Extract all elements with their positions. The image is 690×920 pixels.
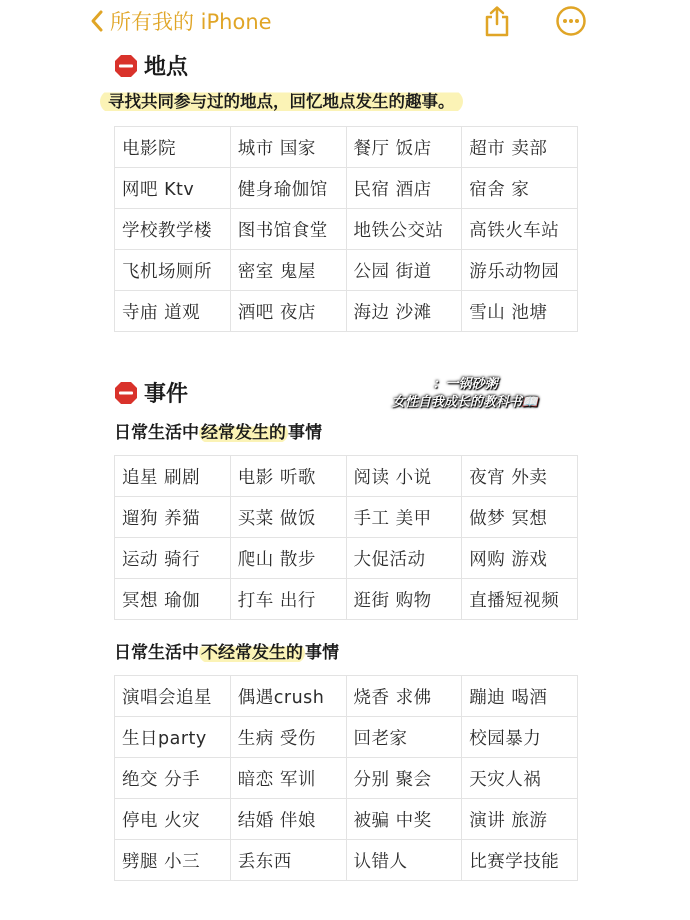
table-row — [115, 168, 578, 209]
infrequent-events-heading: 日常生活中 不经常发生的 事情 — [114, 643, 339, 663]
table-row — [115, 497, 578, 538]
table-row — [115, 291, 578, 332]
frequent-events-table — [114, 455, 578, 620]
table-cell: 阅读 小说 — [346, 456, 462, 497]
table-row — [115, 799, 578, 840]
table-cell: 高铁火车站 — [462, 209, 578, 250]
frequent-events-heading: 日常生活中 经常发生的 事情 — [114, 423, 322, 443]
table-cell: 地铁公交站 — [346, 209, 462, 250]
table-row — [115, 127, 578, 168]
table-cell: 回老家 — [346, 717, 462, 758]
table-cell: 飞机场厕所 — [115, 250, 231, 291]
places-subtitle: 寻找共同参与过的地点，回忆地点发生的趣事。 — [100, 88, 463, 112]
table-cell: 爬山 散步 — [230, 538, 346, 579]
table-cell: 结婚 伴娘 — [230, 799, 346, 840]
table-cell: 电影院 — [115, 127, 231, 168]
places-table — [114, 126, 578, 332]
share-icon — [482, 5, 512, 37]
table-cell: 暗恋 军训 — [230, 758, 346, 799]
table-cell: 演唱会追星 — [115, 676, 231, 717]
table-cell: 图书馆食堂 — [230, 209, 346, 250]
table-cell: 密室 鬼屋 — [230, 250, 346, 291]
table-cell: 冥想 瑜伽 — [115, 579, 231, 620]
table-cell: 直播短视频 — [462, 579, 578, 620]
events-title: 事件 — [144, 382, 189, 407]
table-cell: 绝交 分手 — [115, 758, 231, 799]
share-button[interactable] — [480, 4, 514, 38]
table-cell: 健身瑜伽馆 — [230, 168, 346, 209]
table-cell: 天灾人祸 — [462, 758, 578, 799]
places-heading — [114, 50, 188, 81]
stop-sign-icon — [114, 381, 138, 405]
table-row — [115, 538, 578, 579]
table-cell: 分别 聚会 — [346, 758, 462, 799]
table-cell: 丢东西 — [230, 840, 346, 881]
table-cell: 比赛学技能 — [462, 840, 578, 881]
table-row — [115, 676, 578, 717]
table-row — [115, 456, 578, 497]
table-cell: 雪山 池塘 — [462, 291, 578, 332]
table-row — [115, 840, 578, 881]
table-cell: 劈腿 小三 — [115, 840, 231, 881]
table-cell: 停电 火灾 — [115, 799, 231, 840]
watermark: ：一锅砂粥 女性自我成长的教科书📖 — [391, 377, 539, 410]
table-cell: 网吧 Ktv — [115, 168, 231, 209]
table-cell: 公园 街道 — [346, 250, 462, 291]
table-row — [115, 758, 578, 799]
table-cell: 追星 刷剧 — [115, 456, 231, 497]
table-cell: 酒吧 夜店 — [230, 291, 346, 332]
table-cell: 大促活动 — [346, 538, 462, 579]
table-cell: 蹦迪 喝酒 — [462, 676, 578, 717]
stop-sign-icon — [114, 54, 138, 78]
table-row — [115, 250, 578, 291]
table-cell: 逛街 购物 — [346, 579, 462, 620]
table-cell: 被骗 中奖 — [346, 799, 462, 840]
ellipsis-circle-icon — [555, 5, 587, 37]
table-cell: 认错人 — [346, 840, 462, 881]
chevron-left-icon — [90, 9, 104, 33]
table-cell: 游乐动物园 — [462, 250, 578, 291]
table-row — [115, 579, 578, 620]
table-row — [115, 209, 578, 250]
table-row — [115, 717, 578, 758]
infrequent-events-table — [114, 675, 578, 881]
table-cell: 手工 美甲 — [346, 497, 462, 538]
table-cell: 餐厅 饭店 — [346, 127, 462, 168]
table-cell: 夜宵 外卖 — [462, 456, 578, 497]
table-cell: 做梦 冥想 — [462, 497, 578, 538]
table-cell: 买菜 做饭 — [230, 497, 346, 538]
table-cell: 遛狗 养猫 — [115, 497, 231, 538]
table-cell: 校园暴力 — [462, 717, 578, 758]
table-cell: 超市 卖部 — [462, 127, 578, 168]
more-button[interactable] — [554, 4, 588, 38]
table-cell: 电影 听歌 — [230, 456, 346, 497]
table-cell: 宿舍 家 — [462, 168, 578, 209]
back-label: 所有我的 iPhone — [110, 10, 272, 34]
back-button[interactable] — [90, 6, 272, 36]
places-title: 地点 — [144, 55, 189, 80]
table-cell: 偶遇crush — [230, 676, 346, 717]
table-cell: 寺庙 道观 — [115, 291, 231, 332]
table-cell: 运动 骑行 — [115, 538, 231, 579]
table-cell: 烧香 求佛 — [346, 676, 462, 717]
table-cell: 城市 国家 — [230, 127, 346, 168]
table-cell: 生病 受伤 — [230, 717, 346, 758]
table-cell: 学校教学楼 — [115, 209, 231, 250]
nav-bar — [0, 0, 690, 44]
table-cell: 海边 沙滩 — [346, 291, 462, 332]
table-cell: 打车 出行 — [230, 579, 346, 620]
table-cell: 网购 游戏 — [462, 538, 578, 579]
events-heading — [114, 377, 188, 408]
table-cell: 演讲 旅游 — [462, 799, 578, 840]
table-cell: 民宿 酒店 — [346, 168, 462, 209]
table-cell: 生日party — [115, 717, 231, 758]
